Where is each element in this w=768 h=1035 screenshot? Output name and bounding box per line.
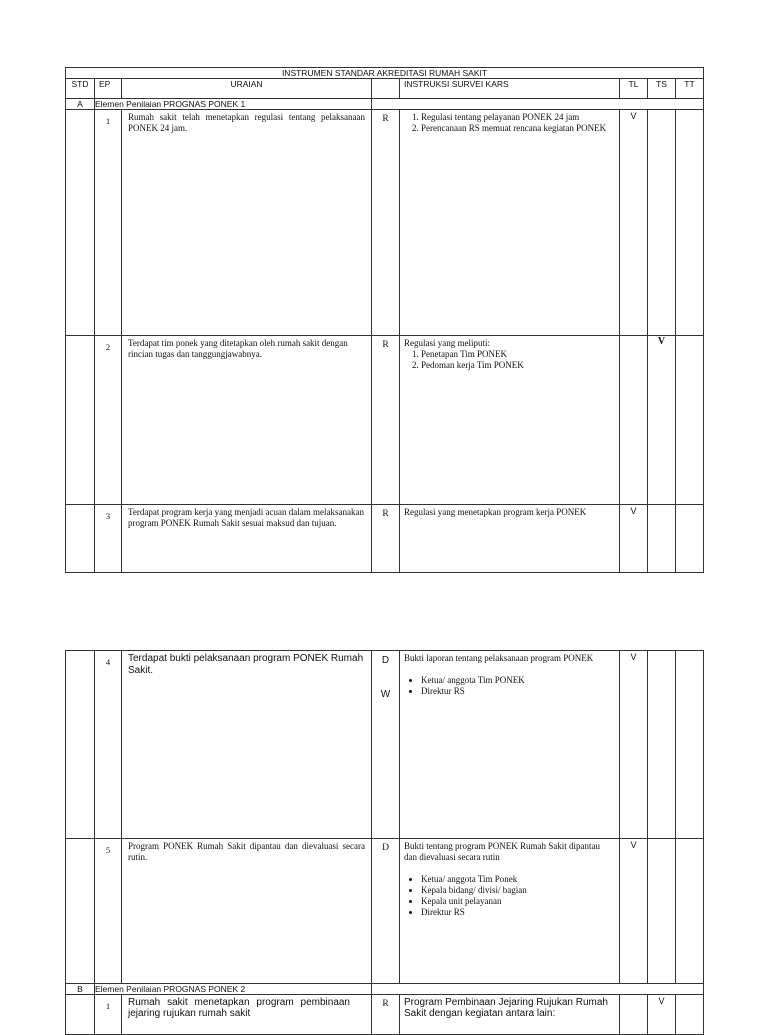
- tt-mark: [676, 651, 704, 839]
- section-a-row: [66, 99, 704, 110]
- table-row: [66, 110, 704, 336]
- ts-mark: [648, 651, 676, 839]
- list-item: 1. Regulasi tentang pelayanan PONEK 24 jam: [421, 112, 615, 123]
- tt-mark: [676, 336, 704, 505]
- instrument-code: R: [372, 336, 400, 505]
- section-b-name: Elemen Penilaian PROGNAS PONEK 2: [95, 984, 372, 995]
- instruksi-cell: [400, 651, 620, 839]
- tl-mark: V: [620, 839, 648, 984]
- section-a-name: Elemen Penilaian PROGNAS PONEK 1: [95, 99, 372, 110]
- ts-mark: [648, 839, 676, 984]
- header-ep: EP: [95, 79, 122, 99]
- instruksi-cell: Program Pembinaan Jejaring Rujukan Rumah Sakit dengan kegiatan antara lain:: [400, 995, 620, 1035]
- instrument-code-w: W: [380, 689, 391, 700]
- list-item: • Ketua/ anggota Tim PONEK: [421, 675, 615, 686]
- instruksi-intro: Bukti tentang program PONEK Rumah Sakit dipantau dan dievaluasi secara rutin: [404, 841, 600, 862]
- ep-number: 5: [95, 839, 122, 984]
- ts-mark: V: [648, 336, 676, 505]
- ts-mark: V: [648, 995, 676, 1035]
- instruksi-list: [404, 112, 615, 134]
- uraian-text: Terdapat tim ponek yang ditetapkan oleh rumah sakit dengan rincian tugas dan tanggungjawabnya.: [122, 336, 372, 505]
- instruksi-list: [404, 675, 615, 697]
- uraian-text: [122, 995, 372, 1035]
- ep-number: 1: [95, 995, 122, 1035]
- instruksi-cell: Regulasi yang menetapkan program kerja PONEK: [400, 505, 620, 573]
- header-instruksi: INSTRUKSI SURVEI KARS: [400, 79, 620, 99]
- instruksi-intro: Regulasi yang meliputi:: [404, 338, 490, 348]
- ts-mark: [648, 110, 676, 336]
- tl-mark: V: [620, 651, 648, 839]
- instruksi-intro: Bukti laporan tentang pelaksanaan program PONEK: [404, 653, 594, 663]
- instrument-code: R: [372, 505, 400, 573]
- instruksi-list: [404, 874, 615, 918]
- tt-mark: [676, 110, 704, 336]
- uraian-text: Terdapat bukti pelaksanaan program PONEK Rumah Sakit.: [122, 651, 372, 839]
- section-b-label: B: [66, 984, 95, 995]
- uraian-text: Program PONEK Rumah Sakit dipantau dan dievaluasi secara rutin.: [122, 839, 372, 984]
- section-a-label: A: [66, 99, 95, 110]
- tt-mark: [676, 505, 704, 573]
- tl-mark: [620, 995, 648, 1035]
- header-tt: TT: [676, 79, 704, 99]
- header-code: [372, 79, 400, 99]
- ep-number: 3: [95, 505, 122, 573]
- accreditation-table-page-1: [65, 67, 704, 573]
- list-item: • Direktur RS: [421, 686, 615, 697]
- list-item: • Kepala bidang/ divisi/ bagian: [421, 885, 615, 896]
- table-row: [66, 995, 704, 1035]
- list-item: 2. Pedoman kerja Tim PONEK: [421, 360, 615, 371]
- instrument-code: R: [372, 995, 400, 1035]
- uraian-line: Rumah sakit menetapkan program pembinaan jejaring rujukan rumah sakit: [128, 997, 350, 1019]
- list-item: • Direktur RS: [421, 907, 615, 918]
- list-item: • Ketua/ anggota Tim Ponek: [421, 874, 615, 885]
- section-b-row: [66, 984, 704, 995]
- ep-number: 2: [95, 336, 122, 505]
- header-std: STD: [66, 79, 95, 99]
- instrument-code: D: [372, 839, 400, 984]
- instrument-code: R: [372, 110, 400, 336]
- uraian-text: Terdapat program kerja yang menjadi acuan dalam melaksanakan program PONEK Rumah Sakit sesuai maksud dan tujuan.: [122, 505, 372, 573]
- header-uraian: URAIAN: [122, 79, 372, 99]
- tl-mark: [620, 336, 648, 505]
- header-ts: TS: [648, 79, 676, 99]
- uraian-text: Rumah sakit telah menetapkan regulasi tentang pelaksanaan PONEK 24 jam.: [122, 110, 372, 336]
- tl-mark: V: [620, 110, 648, 336]
- ts-mark: [648, 505, 676, 573]
- header-tl: TL: [620, 79, 648, 99]
- table-row: [66, 839, 704, 984]
- accreditation-table-page-2: [65, 650, 704, 1035]
- instrument-code-d: D: [381, 655, 390, 666]
- table-row: [66, 505, 704, 573]
- instruksi-cell: [400, 336, 620, 505]
- ep-number: 4: [95, 651, 122, 839]
- table-title: INSTRUMEN STANDAR AKREDITASI RUMAH SAKIT: [66, 68, 704, 79]
- table-row: [66, 336, 704, 505]
- list-item: • Kepala unit pelayanan: [421, 896, 615, 907]
- tl-mark: V: [620, 505, 648, 573]
- tt-mark: [676, 995, 704, 1035]
- instruksi-list: [404, 349, 615, 371]
- instruksi-cell: [400, 839, 620, 984]
- list-item: 1. Penetapan Tim PONEK: [421, 349, 615, 360]
- table-row: [66, 651, 704, 839]
- instruksi-cell: [400, 110, 620, 336]
- tt-mark: [676, 839, 704, 984]
- list-item: 2. Perencanaan RS memuat rencana kegiatan PONEK: [421, 123, 615, 134]
- ep-number: 1: [95, 110, 122, 336]
